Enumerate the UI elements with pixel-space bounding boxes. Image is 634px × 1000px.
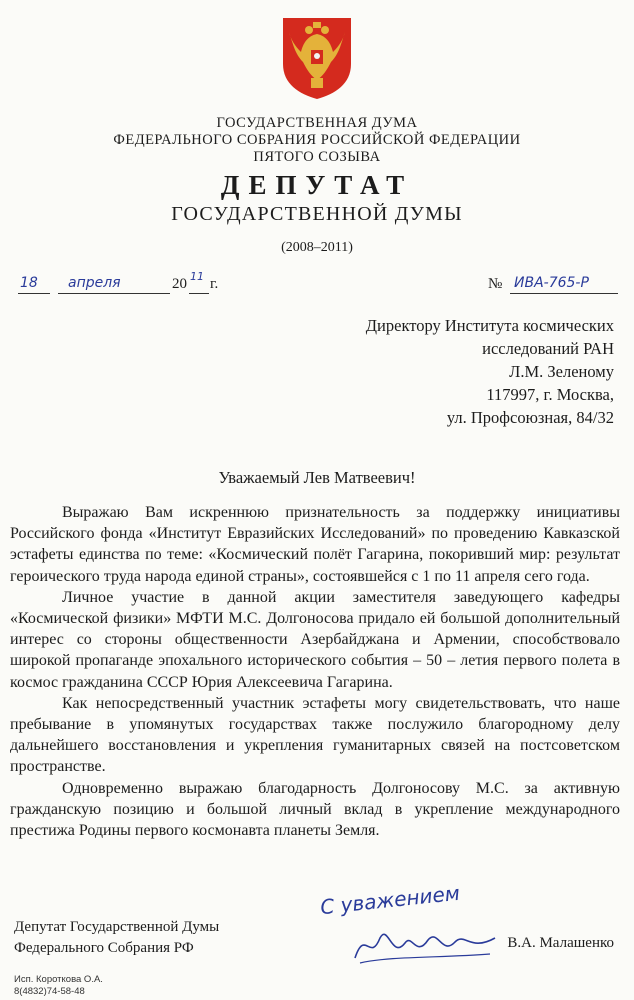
date-year-suffix: 11 (190, 270, 204, 283)
date-day: 18 (20, 275, 38, 291)
coat-of-arms-emblem (277, 14, 357, 100)
org-line-2: ФЕДЕРАЛЬНОГО СОБРАНИЯ РОССИЙСКОЙ ФЕДЕРАЦИИ (113, 132, 521, 148)
addressee-line-1: Директору Института космических (365, 316, 614, 335)
body-paragraph-3: Как непосредственный участник эстафеты могу свидетельствовать, что наше пребывание в упомянутых государствах также послужило благородному делу дальнейшего восстановления и укрепления гуманитарных связей на постсоветском пространстве. (10, 694, 620, 776)
letter-date (18, 270, 238, 296)
date-month-underline (58, 293, 170, 294)
addressee-block (366, 314, 614, 429)
reference-number (488, 274, 628, 296)
deputy-subtitle: ГОСУДАРСТВЕННОЙ ДУМЫ (171, 203, 463, 225)
org-line-1: ГОСУДАРСТВЕННАЯ ДУМА (216, 115, 418, 131)
ref-prefix: № (488, 276, 503, 292)
term-years: (2008–2011) (281, 240, 353, 255)
ref-underline (510, 293, 618, 294)
date-year-g: г. (210, 276, 219, 292)
executor-phone: 8(4832)74-58-48 (14, 986, 85, 997)
body-paragraph-2: Личное участие в данной акции заместителя заведующего кафедры «Космической физики» МФТИ М.С. Долгоносова придало ей большой дополнительный интерес со стороны общественности Азербайджана и Армении, способствовало широкой пропаганде эпохального исторического события – 50 – летия первого полета в космос гражданина СССР Юрия Алексеевича Гагарина. (10, 588, 620, 691)
signatory-name: В.А. Малашенко (507, 935, 614, 951)
body-paragraph-1: Выражаю Вам искреннюю признательность за поддержку инициативы Российского фонда «Институт Евразийских Исследований» по проведению Кавказской эстафеты единства по теме: «Космический полёт Гагарина, покоривший мир: результат героического труда народа единой страны», состоявшейся с 1 по 11 апреля сего года. (10, 504, 620, 585)
date-year-prefix: 20 (172, 276, 187, 292)
signatory-title-line-2: Федерального Собрания РФ (14, 940, 194, 956)
handwritten-greeting: С уважением (319, 880, 461, 920)
addressee-line-4: 117997, г. Москва, (486, 385, 614, 404)
handwritten-signature (319, 880, 520, 978)
date-day-underline (18, 293, 50, 294)
letter-body (10, 502, 620, 841)
signatory-title-line-1: Депутат Государственной Думы (14, 919, 220, 935)
signatory-title (14, 917, 219, 959)
deputy-title: ДЕПУТАТ (220, 170, 414, 200)
body-paragraph-4: Одновременно выражаю благодарность Долгоносову М.С. за активную гражданскую позицию и большой личный вклад в укрепление международного престижа Родины первого космонавта планеты Земля. (10, 779, 620, 840)
signature-scribble (350, 918, 500, 968)
ref-value: ИВА-765-Р (514, 275, 589, 291)
addressee-line-5: ул. Профсоюзная, 84/32 (446, 408, 614, 427)
date-year-underline (189, 293, 209, 294)
org-line-3: ПЯТОГО СОЗЫВА (253, 149, 381, 165)
salutation: Уважаемый Лев Матвеевич! (218, 468, 416, 487)
date-month: апреля (68, 275, 121, 291)
addressee-line-3: Л.М. Зеленому (509, 362, 614, 381)
addressee-line-2: исследований РАН (482, 339, 614, 358)
executor-info (14, 974, 103, 998)
executor-name: Исп. Короткова О.А. (14, 974, 103, 985)
